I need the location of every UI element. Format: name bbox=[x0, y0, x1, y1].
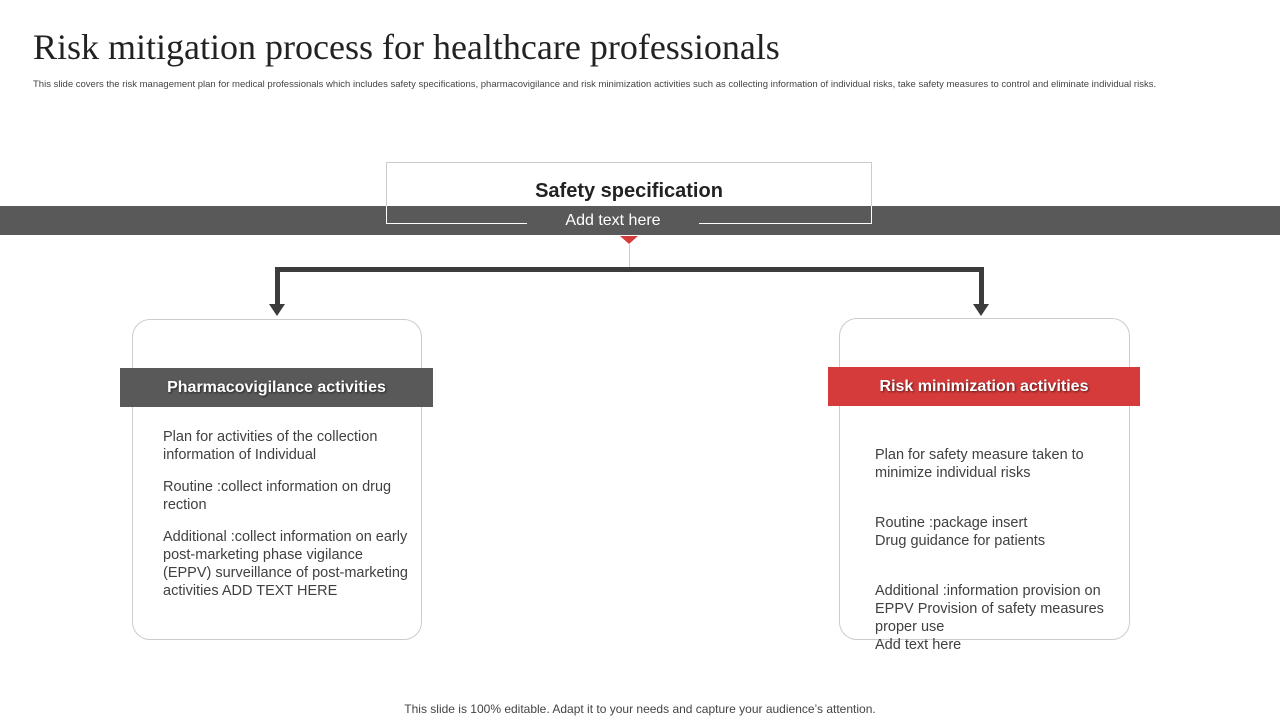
safety-subtext: Add text here bbox=[527, 210, 699, 230]
risk-minimization-heading: Risk minimization activities bbox=[828, 367, 1140, 406]
list-item: Routine :collect information on drug rection bbox=[163, 479, 392, 513]
list-item: Routine :package insert Drug guidance for patients bbox=[875, 515, 1046, 549]
list-item: Additional :collect information on early post-marketing phase vigilance (EPPV) surveillance of post-marketing activities ADD TEXT HERE bbox=[163, 529, 408, 599]
risk-minimization-list bbox=[875, 428, 1120, 686]
connector-line bbox=[629, 243, 630, 270]
pharmacovigilance-heading: Pharmacovigilance activities bbox=[120, 368, 433, 407]
safety-specification-box: Safety specification bbox=[386, 162, 872, 206]
pharmacovigilance-list bbox=[163, 428, 408, 614]
slide-description: This slide covers the risk management plan for medical professionals which includes safety specifications, pharmacovigilance and risk minimization activities such as collecting information of individual risks, take safety measures to control and eliminate individual risks. bbox=[33, 79, 1157, 90]
list-item: Additional :information provision on EPPV Provision of safety measures proper use Add text here bbox=[875, 583, 1104, 653]
slide-title: Risk mitigation process for healthcare professionals bbox=[33, 27, 780, 67]
footer-note: This slide is 100% editable. Adapt it to your needs and capture your audience’s attention. bbox=[404, 702, 876, 716]
right-arrow-shaft bbox=[979, 267, 984, 305]
left-arrow-shaft bbox=[275, 267, 280, 305]
list-item: Plan for safety measure taken to minimize individual risks bbox=[875, 447, 1084, 481]
branch-line bbox=[275, 267, 984, 272]
right-arrow-head-icon bbox=[973, 304, 989, 316]
list-item: Plan for activities of the collection information of Individual bbox=[163, 429, 378, 463]
left-arrow-head-icon bbox=[269, 304, 285, 316]
